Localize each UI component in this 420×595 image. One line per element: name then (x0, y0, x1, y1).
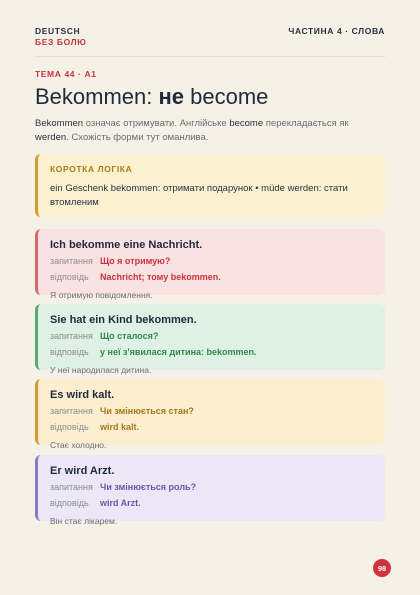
intro-word-3: werden (35, 132, 67, 143)
answer-row (50, 422, 373, 433)
intro-paragraph (35, 117, 385, 145)
example-translation: Я отримую повідомлення. (50, 290, 153, 300)
answer-row (50, 347, 373, 358)
question-row (50, 406, 373, 417)
example-card (35, 455, 385, 526)
title-after: become (184, 84, 269, 109)
page-number: 98 (373, 559, 391, 577)
header-divider (35, 56, 385, 57)
short-logic-text: ein Geschenk bekommen: отримати подарунок • müde werden: стати втомленим (50, 183, 348, 208)
brand (35, 26, 87, 48)
brand-line-1: DEUTSCH (35, 26, 81, 36)
intro-text-3: . Схожість форми тут оманлива. (66, 132, 209, 143)
topic-label: ТЕМА 44 · A1 (35, 69, 97, 79)
question-text: Чи змінюється роль? (100, 482, 197, 492)
short-logic-box (35, 154, 385, 217)
question-label: запитання (50, 406, 93, 416)
answer-label: відповідь (50, 498, 89, 508)
answer-text: Nachricht; тому bekommen. (100, 272, 221, 282)
example-sentence: Ich bekomme eine Nachricht. (50, 239, 203, 251)
intro-word-1: Bekommen (35, 118, 84, 129)
example-translation: Стає холодно. (50, 440, 107, 450)
answer-text: wird kalt. (100, 422, 140, 432)
question-text: Що я отримую? (100, 256, 171, 266)
title-negation: не (158, 84, 185, 109)
question-row (50, 482, 373, 493)
title-before: Bekommen: (35, 84, 159, 109)
example-translation: У неї народилася дитина. (50, 365, 152, 375)
question-label: запитання (50, 256, 93, 266)
answer-label: відповідь (50, 347, 89, 357)
question-row (50, 331, 373, 342)
answer-text: wird Arzt. (100, 498, 141, 508)
question-label: запитання (50, 482, 93, 492)
example-sentence: Es wird kalt. (50, 389, 115, 401)
question-text: Що сталося? (100, 331, 159, 341)
example-card (35, 304, 385, 375)
intro-text-2: перекладається як (263, 118, 349, 129)
page-title (35, 84, 268, 110)
question-label: запитання (50, 331, 93, 341)
example-sentence: Sie hat ein Kind bekommen. (50, 314, 197, 326)
question-text: Чи змінюється стан? (100, 406, 194, 416)
brand-line-2: БЕЗ БОЛЮ (35, 37, 87, 47)
answer-row (50, 272, 373, 283)
page-header (35, 26, 385, 48)
answer-label: відповідь (50, 422, 89, 432)
intro-text-1: означає отримувати. Англійське (83, 118, 230, 129)
example-translation: Він стає лікарем. (50, 516, 118, 526)
example-sentence: Er wird Arzt. (50, 465, 115, 477)
example-card (35, 229, 385, 300)
part-label: ЧАСТИНА 4 · СЛОВА (288, 26, 385, 36)
answer-row (50, 498, 373, 509)
short-logic-label: КОРОТКА ЛОГІКА (50, 164, 133, 174)
answer-label: відповідь (50, 272, 89, 282)
example-card (35, 379, 385, 450)
question-row (50, 256, 373, 267)
answer-text: у неї з'явилася дитина: bekommen. (100, 347, 257, 357)
intro-word-2: become (229, 118, 264, 129)
